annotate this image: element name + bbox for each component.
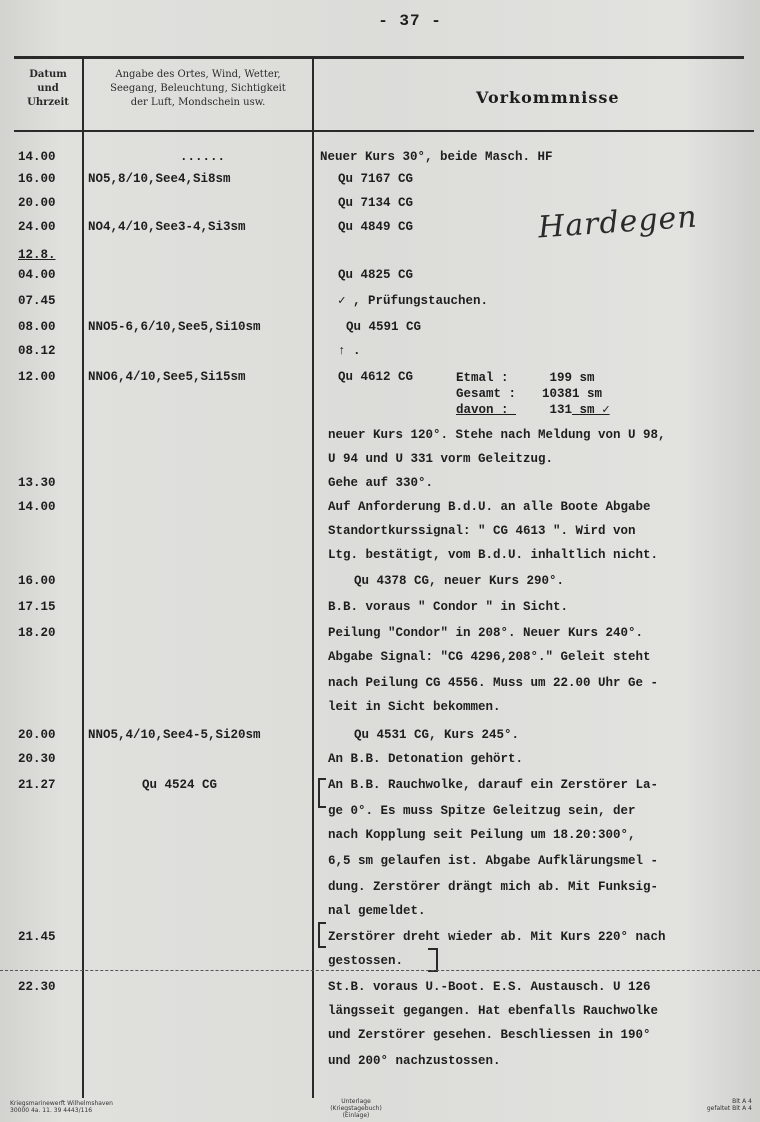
bracket-mark bbox=[318, 778, 326, 808]
signature-hardegen: Hardegen bbox=[536, 199, 699, 246]
footer-left: Kriegsmarinewerft Wilhelmshaven 30000 4a. 11. 39 4443/116 bbox=[10, 1100, 113, 1114]
footer-right: Blt A 4 gefaltet Blt A 4 bbox=[706, 1098, 752, 1112]
entry-text: An B.B. Rauchwolke, darauf ein Zerstörer La- bbox=[328, 778, 659, 792]
table-row bbox=[0, 1024, 760, 1046]
entry-text: B.B. voraus " Condor " in Sicht. bbox=[328, 600, 569, 614]
entry-time: 14.00 bbox=[18, 500, 56, 514]
entry-text: gestossen. bbox=[328, 954, 404, 968]
entry-text: dung. Zerstörer drängt mich ab. Mit Funksig- bbox=[328, 880, 659, 894]
entry-text: längsseit gegangen. Hat ebenfalls Rauchwolke bbox=[328, 1004, 659, 1018]
table-row bbox=[0, 926, 760, 948]
entry-place: NO5,8/10,See4,Si8sm bbox=[88, 172, 231, 186]
entry-place: NNO5,4/10,See4-5,Si20sm bbox=[88, 728, 261, 742]
entry-text: Gehe auf 330°. bbox=[328, 476, 434, 490]
entry-text: Peilung "Condor" in 208°. Neuer Kurs 240°. bbox=[328, 626, 644, 640]
entry-time: 20.30 bbox=[18, 752, 56, 766]
entry-text: Auf Anforderung B.d.U. an alle Boote Abgabe bbox=[328, 500, 651, 514]
entry-text: ge 0°. Es muss Spitze Geleitzug sein, der bbox=[328, 804, 636, 818]
entry-place: Qu 4524 CG bbox=[142, 778, 218, 792]
entry-time: 04.00 bbox=[18, 268, 56, 282]
table-row bbox=[0, 696, 760, 718]
entry-text: Zerstörer dreht wieder ab. Mit Kurs 220° nach bbox=[328, 930, 666, 944]
entry-text: nach Kopplung seit Peilung um 18.20:300°, bbox=[328, 828, 636, 842]
table-row bbox=[0, 496, 760, 518]
table-row bbox=[0, 216, 760, 238]
entry-text: U 94 und U 331 vorm Geleitzug. bbox=[328, 452, 554, 466]
page-number: - 37 - bbox=[378, 12, 442, 30]
entry-text: An B.B. Detonation gehört. bbox=[328, 752, 524, 766]
table-row bbox=[0, 146, 760, 168]
entry-time: 16.00 bbox=[18, 172, 56, 186]
table-row bbox=[0, 570, 760, 592]
header-place: Angabe des Ortes, Wind, Wetter, Seegang, Beleuchtung, Sichtigkeit der Luft, Mondschein usw. bbox=[110, 69, 286, 108]
davon-row: davon : 131 sm ✓ bbox=[456, 403, 610, 417]
header-events: Vorkommnisse bbox=[476, 88, 620, 107]
table-row bbox=[0, 596, 760, 618]
entry-text: Abgabe Signal: "CG 4296,208°." Geleit steht bbox=[328, 650, 651, 664]
entry-time: 14.00 bbox=[18, 150, 56, 164]
bracket-mark bbox=[428, 948, 438, 972]
entry-time: 21.27 bbox=[18, 778, 56, 792]
table-row bbox=[0, 290, 760, 312]
entry-place: NO4,4/10,See3-4,Si3sm bbox=[88, 220, 246, 234]
table-row bbox=[0, 448, 760, 470]
table-row bbox=[0, 544, 760, 566]
table-top-rule bbox=[14, 56, 744, 59]
entry-text: Qu 4849 CG bbox=[338, 220, 414, 234]
footer-center: Unterlage (Kriegstagebuch) (Einlage) bbox=[330, 1098, 382, 1119]
entry-time: 12.8. bbox=[18, 248, 56, 262]
table-row bbox=[0, 774, 760, 796]
bracket-mark bbox=[318, 922, 326, 948]
entry-text: Qu 7167 CG bbox=[338, 172, 414, 186]
entry-place: NNO6,4/10,See5,Si15sm bbox=[88, 370, 246, 384]
table-row bbox=[0, 168, 760, 190]
page-fold-line bbox=[0, 970, 760, 971]
entry-time: 12.00 bbox=[18, 370, 56, 384]
entry-time: 18.20 bbox=[18, 626, 56, 640]
entry-time: 21.45 bbox=[18, 930, 56, 944]
entry-text: leit in Sicht bekommen. bbox=[328, 700, 501, 714]
table-row bbox=[0, 1050, 760, 1072]
gesamt-row: Gesamt : 10381 sm bbox=[456, 387, 603, 401]
entry-time: 22.30 bbox=[18, 980, 56, 994]
entry-text: Qu 7134 CG bbox=[338, 196, 414, 210]
entry-text: nal gemeldet. bbox=[328, 904, 426, 918]
table-row bbox=[0, 748, 760, 770]
table-row bbox=[0, 520, 760, 542]
entry-text: und Zerstörer gesehen. Beschliessen in 190° bbox=[328, 1028, 651, 1042]
table-row bbox=[0, 1000, 760, 1022]
table-row bbox=[0, 192, 760, 214]
table-row bbox=[0, 850, 760, 872]
table-row bbox=[0, 824, 760, 846]
entry-time: 20.00 bbox=[18, 728, 56, 742]
table-row bbox=[0, 424, 760, 446]
entry-text: Qu 4825 CG bbox=[338, 268, 414, 282]
entry-time: 16.00 bbox=[18, 574, 56, 588]
entry-text: ✓ , Prüfungstauchen. bbox=[338, 294, 489, 308]
entry-text: 6,5 sm gelaufen ist. Abgabe Aufklärungsmel - bbox=[328, 854, 659, 868]
entry-text: Qu 4612 CG bbox=[338, 370, 414, 384]
header-bottom-rule bbox=[14, 130, 754, 132]
etmal-row: Etmal : 199 sm bbox=[456, 371, 595, 385]
table-row bbox=[0, 876, 760, 898]
table-row bbox=[0, 800, 760, 822]
table-row bbox=[0, 646, 760, 668]
etmal-block bbox=[456, 370, 610, 418]
entry-text: Qu 4531 CG, Kurs 245°. bbox=[354, 728, 520, 742]
table-row bbox=[0, 724, 760, 746]
entry-time: 08.00 bbox=[18, 320, 56, 334]
table-row bbox=[0, 900, 760, 922]
table-row bbox=[0, 264, 760, 286]
entry-text: Qu 4591 CG bbox=[346, 320, 422, 334]
entry-text: und 200° nachzustossen. bbox=[328, 1054, 501, 1068]
table-row bbox=[0, 472, 760, 494]
entry-time: 07.45 bbox=[18, 294, 56, 308]
table-row bbox=[0, 340, 760, 362]
entry-time: 20.00 bbox=[18, 196, 56, 210]
entry-text: Standortkurssignal: " CG 4613 ". Wird von bbox=[328, 524, 636, 538]
entry-time: 08.12 bbox=[18, 344, 56, 358]
table-row bbox=[0, 366, 760, 388]
entry-text: St.B. voraus U.-Boot. E.S. Austausch. U 126 bbox=[328, 980, 651, 994]
entry-text: Neuer Kurs 30°, beide Masch. HF bbox=[320, 150, 553, 164]
entry-text: Qu 4378 CG, neuer Kurs 290°. bbox=[354, 574, 565, 588]
entry-time: 24.00 bbox=[18, 220, 56, 234]
entry-text: nach Peilung CG 4556. Muss um 22.00 Uhr Ge - bbox=[328, 676, 659, 690]
table-row bbox=[0, 950, 760, 972]
header-date: Datum und Uhrzeit bbox=[27, 69, 69, 108]
entry-time: 13.30 bbox=[18, 476, 56, 490]
entry-text: Ltg. bestätigt, vom B.d.U. inhaltlich nicht. bbox=[328, 548, 659, 562]
table-row bbox=[0, 976, 760, 998]
entry-text: neuer Kurs 120°. Stehe nach Meldung von U 98, bbox=[328, 428, 666, 442]
entry-text: ↑ . bbox=[338, 344, 361, 358]
entry-place: NNO5-6,6/10,See5,Si10sm bbox=[88, 320, 261, 334]
table-row bbox=[0, 622, 760, 644]
entry-place: ...... bbox=[180, 150, 226, 164]
table-row bbox=[0, 316, 760, 338]
entry-time: 17.15 bbox=[18, 600, 56, 614]
table-row bbox=[0, 672, 760, 694]
